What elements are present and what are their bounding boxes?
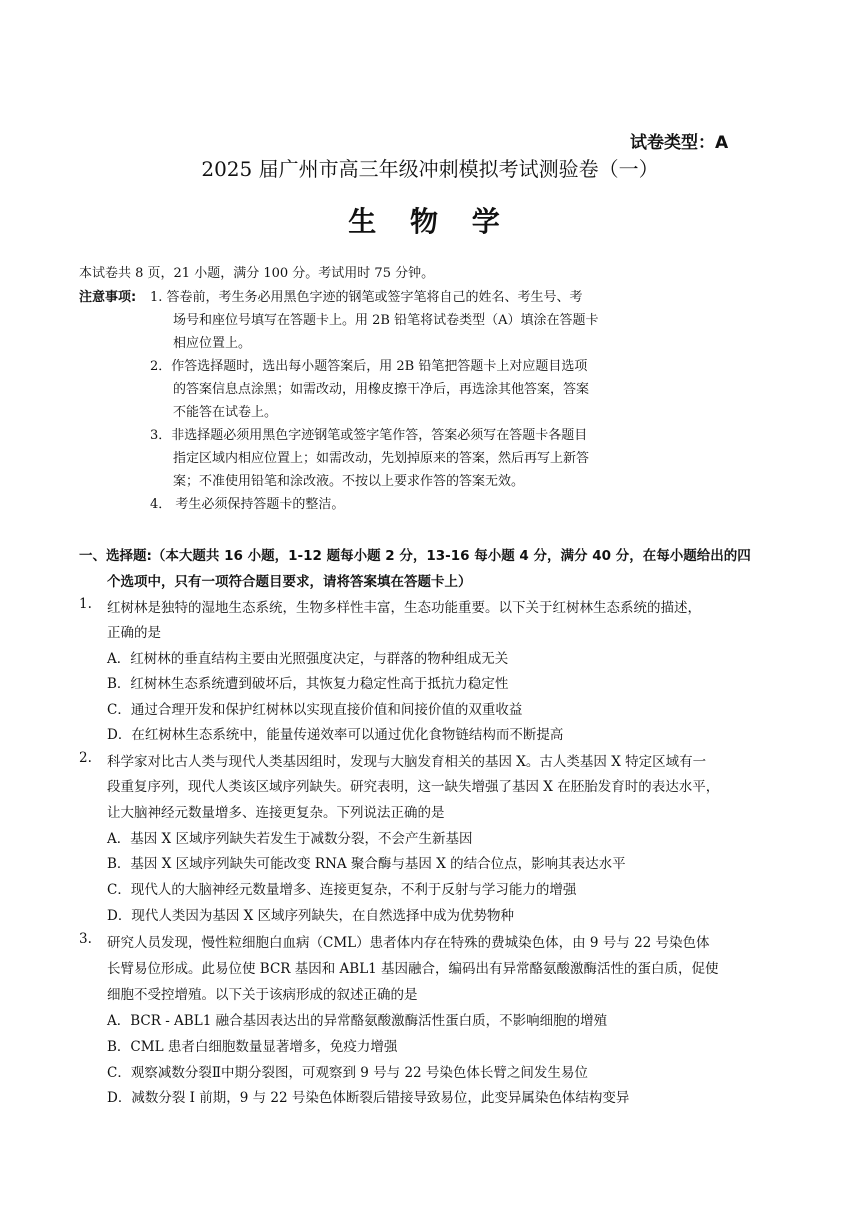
notice-line: 3．非选择题必须用黑色字迹钢笔或签字笔作答，答案必须写在答题卡各题目 — [150, 428, 588, 443]
question-number: 2. — [79, 750, 92, 766]
question-text: 研究人员发现，慢性粒细胞白血病（CML）患者体内存在特殊的费城染色体，由 9 号与 22 号染色体 — [107, 935, 710, 951]
question-text: 段重复序列，现代人类该区域序列缺失。研究表明，这一缺失增强了基因 X 在胚胎发育时的表达水平， — [107, 779, 720, 795]
section-heading: 个选项中，只有一项符合题目要求，请将答案填在答题卡上） — [107, 574, 472, 590]
option-c: C．观察减数分裂Ⅱ中期分裂图，可观察到 9 号与 22 号染色体长臂之间发生易位 — [107, 1065, 588, 1081]
question-text: 细胞不受控增殖。以下关于该病形成的叙述正确的是 — [107, 987, 418, 1003]
notice-line: 不能答在试卷上。 — [173, 405, 278, 420]
notice-line: 案；不准使用铅笔和涂改液。不按以上要求作答的答案无效。 — [173, 474, 525, 489]
exam-title: 2025 届广州市高三年级冲刺模拟考试测验卷（一） — [201, 157, 659, 181]
option-b: B．基因 X 区域序列缺失可能改变 RNA 聚合酶与基因 X 的结合位点，影响其表达水平 — [107, 856, 626, 872]
question-text: 让大脑神经元数量增多、连接更复杂。下列说法正确的是 — [107, 805, 445, 821]
notice-line: 指定区域内相应位置上；如需改动，先划掉原来的答案，然后再写上新答 — [173, 451, 590, 466]
option-d: D．现代人类因为基因 X 区域序列缺失，在自然选择中成为优势物种 — [107, 908, 515, 924]
option-c: C．现代人的大脑神经元数量增多、连接更复杂，不利于反射与学习能力的增强 — [107, 882, 577, 898]
notice-line: 1. 答卷前，考生务必用黑色字迹的钢笔或签字笔将自己的姓名、考生号、考 — [150, 290, 583, 305]
question-text: 科学家对比古人类与现代人类基因组时，发现与大脑发育相关的基因 X。古人类基因 X 特定区域有一 — [107, 754, 707, 770]
notice-line: 的答案信息点涂黑；如需改动，用橡皮擦干净后，再选涂其他答案，答案 — [173, 382, 590, 397]
option-b: B．CML 患者白细胞数量显著增多，免疫力增强 — [107, 1039, 398, 1055]
notice-line: 2．作答选择题时，选出每小题答案后，用 2B 铅笔把答题卡上对应题目选项 — [150, 359, 588, 374]
question-text: 长臂易位形成。此易位使 BCR 基因和 ABL1 基因融合，编码出有异常酪氨酸激酶活性的蛋白质，促使 — [107, 961, 719, 977]
notice-label: 注意事项: — [79, 290, 137, 305]
notice-line: 相应位置上。 — [173, 336, 252, 351]
paper-type-label: 试卷类型：A — [630, 133, 729, 153]
option-c: C．通过合理开发和保护红树林以实现直接价值和间接价值的双重收益 — [107, 702, 523, 718]
option-a: A．BCR - ABL1 融合基因表达出的异常酪氨酸激酶活性蛋白质，不影响细胞的增殖 — [107, 1013, 608, 1029]
question-number: 1. — [79, 596, 92, 612]
subject-title: 生 物 学 — [348, 205, 512, 238]
option-d: D．在红树林生态系统中，能量传递效率可以通过优化食物链结构而不断提高 — [107, 727, 564, 743]
question-number: 3. — [79, 931, 92, 947]
notice-line: 4． 考生必须保持答题卡的整洁。 — [150, 497, 345, 512]
question-text: 红树林是独特的湿地生态系统，生物多样性丰富，生态功能重要。以下关于红树林生态系统的描述， — [107, 600, 701, 616]
option-d: D．减数分裂 I 前期，9 与 22 号染色体断裂后错接导致易位，此变异属染色体结构变异 — [107, 1090, 630, 1106]
section-heading: 一、选择题:（本大题共 16 小题，1-12 题每小题 2 分，13-16 每小题 4 分，满分 40 分，在每小题给出的四 — [79, 548, 751, 564]
option-a: A．红树林的垂直结构主要由光照强度决定，与群落的物种组成无关 — [107, 651, 509, 667]
option-b: B．红树林生态系统遭到破坏后，其恢复力稳定性高于抵抗力稳定性 — [107, 676, 509, 692]
notice-line: 场号和座位号填写在答题卡上。用 2B 铅笔将试卷类型（A）填涂在答题卡 — [173, 313, 599, 328]
question-text: 正确的是 — [107, 625, 161, 641]
option-a: A．基因 X 区域序列缺失若发生于减数分裂，不会产生新基因 — [107, 831, 473, 847]
intro-text: 本试卷共 8 页，21 小题，满分 100 分。考试用时 75 分钟。 — [79, 266, 435, 281]
